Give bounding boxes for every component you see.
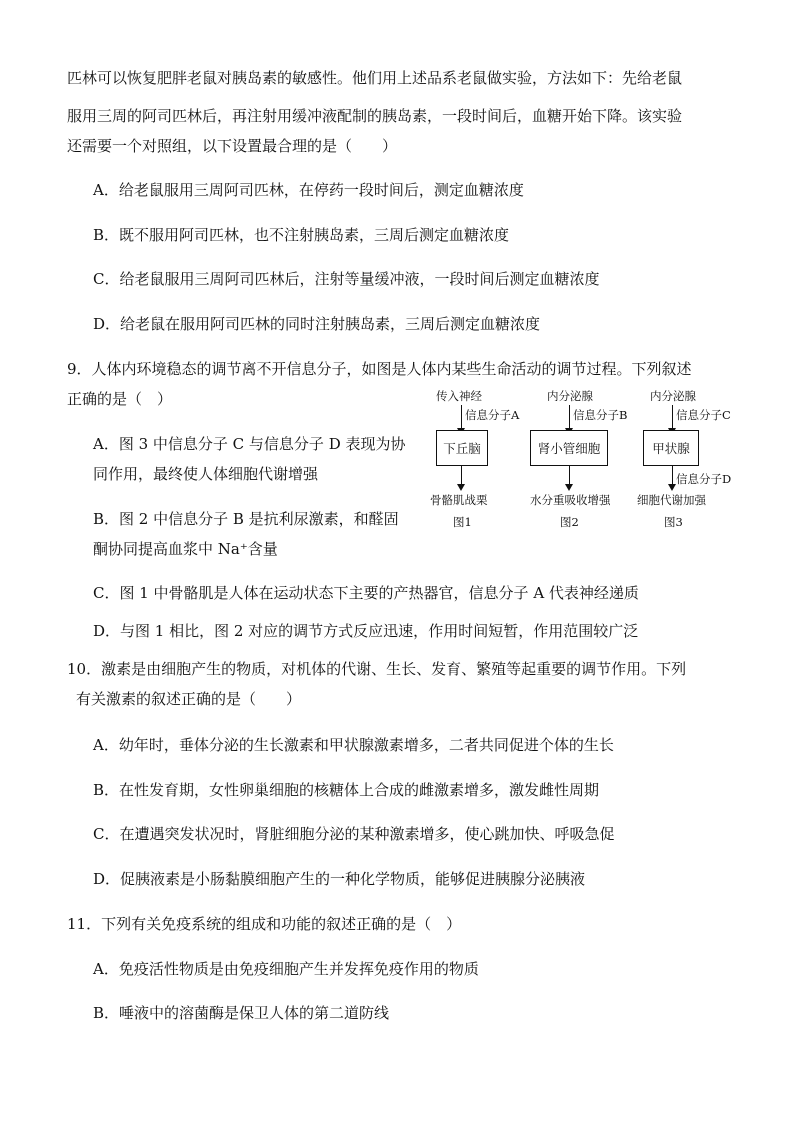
q9-option-d: D．与图 1 相比，图 2 对应的调节方式反应迅速，作用时间短暂，作用范围较广泛 bbox=[93, 622, 639, 640]
q11-option-a: A．免疫活性物质是由免疫细胞产生并发挥免疫作用的物质 bbox=[93, 960, 479, 978]
q8-stem-line: 还需要一个对照组，以下设置最合理的是（ ） bbox=[67, 137, 398, 155]
q11-stem: 11．下列有关免疫系统的组成和功能的叙述正确的是（ ） bbox=[67, 915, 462, 933]
fig1-source-label: 传入神经 bbox=[436, 389, 482, 403]
fig2-caption: 图2 bbox=[560, 515, 579, 529]
fig2-signal-label: 信息分子B bbox=[573, 408, 628, 422]
fig2-box-renal-tubule: 肾小管细胞 bbox=[530, 430, 608, 466]
q8-option-b: B．既不服用阿司匹林，也不注射胰岛素，三周后测定血糖浓度 bbox=[93, 226, 510, 244]
fig1-arrow-line bbox=[461, 405, 462, 429]
fig2-arrow-head-out bbox=[565, 484, 573, 491]
q9-option-a-line1: A．图 3 中信息分子 C 与信息分子 D 表现为协 bbox=[93, 435, 406, 453]
q11-option-b: B．唾液中的溶菌酶是保卫人体的第二道防线 bbox=[93, 1004, 390, 1022]
fig3-box-thyroid: 甲状腺 bbox=[643, 430, 699, 466]
fig2-arrow-line bbox=[569, 405, 570, 429]
fig3-signal-label: 信息分子C bbox=[676, 408, 731, 422]
fig3-source-label: 内分泌腺 bbox=[650, 389, 696, 403]
q9-option-b-line2: 酮协同提高血浆中 Na⁺含量 bbox=[93, 540, 278, 558]
fig1-signal-label: 信息分子A bbox=[465, 408, 520, 422]
q8-stem-line: 服用三周的阿司匹林后，再注射用缓冲液配制的胰岛素，一段时间后，血糖开始下降。该实验 bbox=[67, 107, 683, 125]
fig3-arrow-line-out bbox=[672, 466, 673, 486]
q10-stem-line1: 10．激素是由细胞产生的物质，对机体的代谢、生长、发育、繁殖等起重要的调节作用。下列 bbox=[67, 660, 687, 678]
q10-stem-line2: 有关激素的叙述正确的是（ ） bbox=[76, 690, 302, 708]
q8-stem-line: 匹林可以恢复肥胖老鼠对胰岛素的敏感性。他们用上述品系老鼠做实验，方法如下：先给老鼠 bbox=[67, 69, 683, 87]
fig2-arrow-line-out bbox=[569, 466, 570, 486]
q9-stem-line1: 9．人体内环境稳态的调节离不开信息分子，如图是人体内某些生命活动的调节过程。下列叙述 bbox=[67, 360, 692, 378]
q9-stem-line2: 正确的是（ ） bbox=[67, 390, 173, 408]
q8-option-d: D．给老鼠在服用阿司匹林的同时注射胰岛素，三周后测定血糖浓度 bbox=[93, 315, 541, 333]
fig3-caption: 图3 bbox=[664, 515, 683, 529]
fig1-arrow-line-out bbox=[461, 466, 462, 486]
fig1-box-hypothalamus: 下丘脑 bbox=[436, 430, 488, 466]
q8-option-c: C．给老鼠服用三周阿司匹林后，注射等量缓冲液，一段时间后测定血糖浓度 bbox=[93, 270, 600, 288]
q9-option-a-line2: 同作用，最终使人体细胞代谢增强 bbox=[93, 465, 319, 483]
fig3-signal-out-label: 信息分子D bbox=[676, 472, 732, 486]
q10-option-c: C．在遭遇突发状况时，肾脏细胞分泌的某种激素增多，使心跳加快、呼吸急促 bbox=[93, 825, 615, 843]
q9-option-c: C．图 1 中骨骼肌是人体在运动状态下主要的产热器官，信息分子 A 代表神经递质 bbox=[93, 584, 639, 602]
fig3-arrow-head-out bbox=[668, 484, 676, 491]
fig2-source-label: 内分泌腺 bbox=[547, 389, 593, 403]
fig1-caption: 图1 bbox=[453, 515, 472, 529]
q9-option-b-line1: B．图 2 中信息分子 B 是抗利尿激素，和醛固 bbox=[93, 510, 399, 528]
fig3-arrow-line bbox=[672, 405, 673, 429]
q8-option-a: A．给老鼠服用三周阿司匹林，在停药一段时间后，测定血糖浓度 bbox=[93, 181, 524, 199]
q10-option-a: A．幼年时，垂体分泌的生长激素和甲状腺激素增多，二者共同促进个体的生长 bbox=[93, 736, 614, 754]
fig1-arrow-head-out bbox=[457, 484, 465, 491]
q10-option-b: B．在性发育期，女性卵巢细胞的核糖体上合成的雌激素增多，激发雌性周期 bbox=[93, 781, 600, 799]
q10-option-d: D．促胰液素是小肠黏膜细胞产生的一种化学物质，能够促进胰腺分泌胰液 bbox=[93, 870, 586, 888]
fig1-effect-label: 骨骼肌战栗 bbox=[430, 493, 488, 507]
fig3-effect-label: 细胞代谢加强 bbox=[637, 493, 706, 507]
fig2-effect-label: 水分重吸收增强 bbox=[530, 493, 611, 507]
